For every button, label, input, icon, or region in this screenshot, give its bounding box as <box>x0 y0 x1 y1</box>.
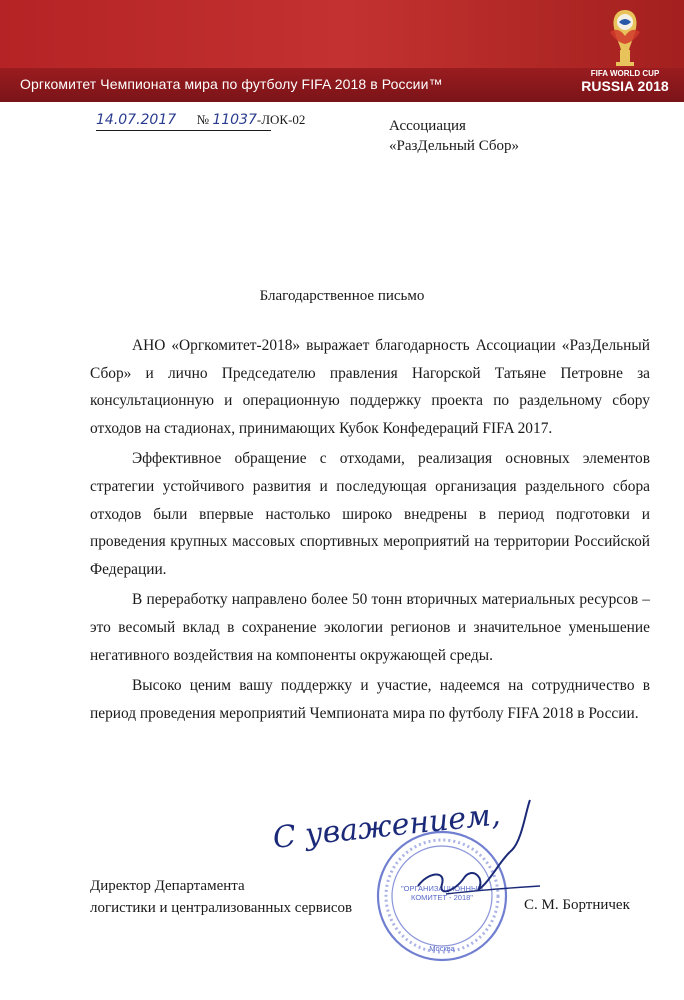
handwritten-closing: С уважением, <box>271 797 502 856</box>
paragraph-4: Высоко ценим вашу поддержку и участие, надеемся на сотрудничество в период проведения мероприятий Чемпионата мира по футболу FIFA 2018 в России. <box>90 677 650 722</box>
addressee-block <box>389 116 519 156</box>
stamp-line-2: КОМИТЕТ - 2018" <box>411 893 473 902</box>
letter-body <box>90 332 650 727</box>
banner-top-strip <box>0 0 684 68</box>
signer-name: С. М. Бортничек <box>524 897 630 913</box>
addressee-line-2: «РазДельный Сбор» <box>389 138 520 154</box>
reference-underline <box>96 130 271 131</box>
stamp-line-1: "ОРГАНИЗАЦИОННЫЙ <box>400 884 484 893</box>
stamp-city: Москва <box>429 944 455 953</box>
reference-number-prefix: № <box>196 112 210 127</box>
signer-position-line-2: логистики и централизованных сервисов <box>90 900 353 916</box>
reference-suffix: -ЛОК-02 <box>256 112 306 127</box>
signer-position <box>90 875 352 919</box>
reference-line <box>96 112 305 128</box>
world-cup-logo-icon <box>590 6 660 70</box>
logo-caption-top: FIFA WORLD CUP <box>590 69 660 78</box>
reference-number: 11037 <box>212 112 257 128</box>
organization-title: Оргкомитет Чемпионата мира по футболу FIFA 2018 в России™ <box>20 76 443 92</box>
paragraph-2: Эффективное обращение с отходами, реализация основных элементов стратегии устойчивого развития и последующая организация раздельного сбора отходов были впервые настолько широко внедрены в период подготовки и проведения крупных массовых спортивных мероприятий на территории Российской Федерации. <box>90 450 650 578</box>
reference-date: 14.07.2017 <box>96 112 177 128</box>
paragraph-1: АНО «Оргкомитет-2018» выражает благодарность Ассоциации «РазДельный Сбор» и лично Председателю правления Нагорской Татьяне Петровне за консультационную и операционную поддержку проекта по раздельному сбору отходов на стадионах, принимающих Кубок Конфедераций FIFA 2017. <box>90 337 650 437</box>
letter-title: Благодарственное письмо <box>259 288 425 304</box>
logo-caption-bottom: RUSSIA 2018 <box>581 78 669 94</box>
paragraph-3: В переработку направлено более 50 тонн вторичных материальных ресурсов – это весомый вклад в сохранение экологии регионов и значительное уменьшение негативного воздействия на компоненты окружающей среды. <box>90 591 650 664</box>
addressee-line-1: Ассоциация <box>389 118 466 134</box>
signer-position-line-1: Директор Департамента <box>90 878 245 894</box>
